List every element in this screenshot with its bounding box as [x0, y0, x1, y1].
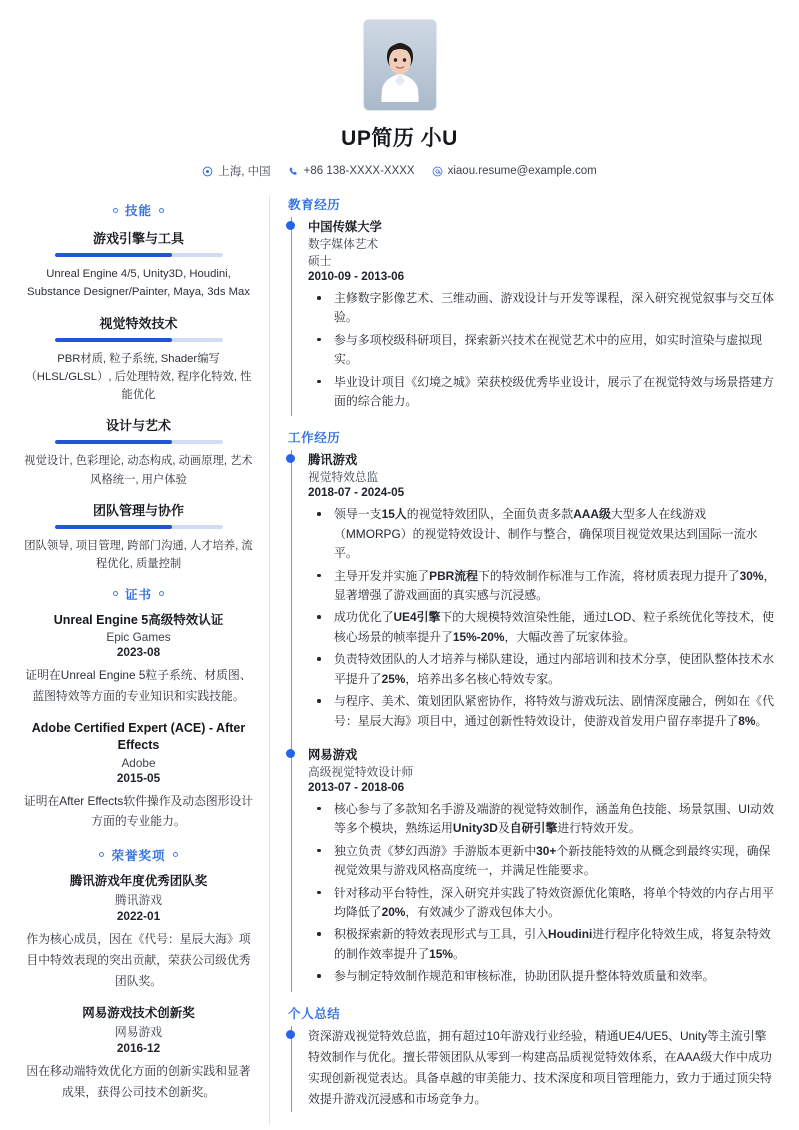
bullet-item: 领导一支15人的视觉特效团队，全面负责多款AAA级大型多人在线游戏（MMORPG）的视觉特效设计、制作与整合，确保项目视觉效果达到国际一流水平。 — [308, 505, 777, 563]
avatar — [364, 20, 436, 110]
skill-level-bar — [55, 440, 223, 444]
portrait-photo-icon — [364, 20, 436, 110]
entry-title: Adobe Certified Expert (ACE) - After Effects — [31, 721, 246, 753]
contact-email-text: xiaou.resume@example.com — [447, 165, 597, 177]
entry-description: 作为核心成员，因在《代号：星辰大海》项目中特效表现的突出贡献，荣获公司级优秀团队奖。 — [26, 932, 251, 988]
bullet-item: 参与制定特效制作规范和审核标准，协助团队提升整体特效质量和效率。 — [308, 967, 777, 986]
contact-phone-text: +86 138-XXXX-XXXX — [303, 165, 415, 177]
skill-description: 视觉设计, 色彩理论, 动态构成, 动画原理, 艺术风格统一, 用户体验 — [24, 455, 253, 486]
major: 数字媒体艺术 — [308, 238, 379, 251]
summary-item — [308, 1026, 777, 1113]
skill-name: 团队管理与协作 — [92, 503, 184, 519]
bullet-item: 主导开发并实施了PBR流程下的特效制作标准与工作流，将材质表现力提升了30%，显著增强了游戏画面的真实感与沉浸感。 — [308, 567, 777, 606]
section-education — [288, 195, 777, 416]
page-title: UP简历 小U — [341, 127, 458, 150]
ring-left-icon — [113, 591, 118, 596]
skill-level-fill — [55, 525, 173, 529]
bullet-list — [308, 800, 777, 987]
bullet-item: 参与多项校级科研项目，探索新兴技术在视觉艺术中的应用，如实时渲染与虚拟现实。 — [308, 331, 777, 370]
skill-description: Unreal Engine 4/5, Unity3D, Houdini, Substance Designer/Painter, Maya, 3ds Max — [27, 268, 250, 299]
section-title-education: 教育经历 — [288, 198, 341, 212]
bullet-item: 积极探索新的特效表现形式与工具，引入Houdini进行程序化特效生成，将复杂特效的制作效率提升了15%。 — [308, 925, 777, 964]
skill-block — [22, 415, 255, 489]
timeline-dot-icon — [286, 454, 295, 463]
bullet-item: 毕业设计项目《幻境之城》荣获校级优秀毕业设计，展示了在视觉特效与场景搭建方面的综合能力。 — [308, 373, 777, 412]
ring-right-icon — [173, 852, 178, 857]
skill-level-fill — [55, 440, 173, 444]
skills-list — [22, 228, 255, 574]
skill-level-fill — [55, 338, 173, 342]
section-title-awards — [22, 846, 255, 864]
summary-text: 资深游戏视觉特效总监，拥有超过10年游戏行业经验，精通UE4/UE5、Unity等主流引擎特效制作与优化。擅长带领团队从零到一构建高品质视觉特效体系，在AAA级大作中成功实现创新视觉表达。具备卓越的审美能力、技术深度和项目管理能力，致力于通过顶尖特效提升游戏沉浸感和市场竞争力。 — [308, 1028, 772, 1107]
entry-organization: Adobe — [121, 755, 156, 770]
bullet-item: 针对移动平台特性，深入研究并实践了特效资源优化策略，将单个特效的内存占用平均降低了20%，有效减少了游戏包体大小。 — [308, 884, 777, 923]
job-role: 高级视觉特效设计师 — [308, 765, 414, 779]
entry-date: 2023-08 — [116, 644, 161, 659]
section-title-work: 工作经历 — [288, 431, 341, 446]
ring-left-icon — [99, 852, 104, 857]
timeline-dot-icon — [286, 1030, 295, 1039]
skill-block — [22, 228, 255, 302]
work-item — [308, 745, 777, 992]
bullet-item: 核心参与了多款知名手游及端游的视觉特效制作，涵盖角色技能、场景氛围、UI动效等多个模块，熟练运用Unity3D及自研引擎进行特效开发。 — [308, 800, 777, 839]
contact-email — [432, 165, 597, 177]
contact-phone — [288, 165, 415, 177]
timeline-dot-icon — [286, 221, 295, 230]
award-item — [22, 873, 255, 991]
job-date: 2018-07 - 2024-05 — [308, 486, 405, 500]
main-content — [270, 195, 777, 1124]
resume-header — [22, 16, 777, 179]
education-item — [308, 217, 777, 416]
contact-row — [22, 163, 777, 179]
bullet-item: 负责特效团队的人才培养与梯队建设，通过内部培训和技术分享，使团队整体技术水平提升了25%，培养出多名核心特效专家。 — [308, 650, 777, 689]
work-timeline — [291, 450, 777, 991]
ring-right-icon — [159, 208, 164, 213]
contact-location-text: 上海, 中国 — [218, 166, 271, 178]
entry-date: 2022-01 — [116, 909, 161, 924]
section-work — [288, 428, 777, 991]
section-title-awards-label: 荣誉奖项 — [111, 848, 166, 863]
section-title-certificates-label: 证书 — [124, 587, 152, 602]
award-item — [22, 1005, 255, 1103]
company-name: 网易游戏 — [308, 747, 358, 762]
bullet-list — [308, 505, 777, 730]
certificates-list — [22, 612, 255, 832]
skill-name: 设计与艺术 — [105, 418, 171, 434]
section-title-certificates — [22, 585, 255, 603]
job-date: 2013-07 - 2018-06 — [308, 780, 405, 794]
entry-organization: 腾讯游戏 — [114, 893, 163, 908]
job-role: 视觉特效总监 — [308, 471, 379, 485]
entry-date: 2016-12 — [116, 1041, 161, 1056]
degree: 硕士 — [308, 255, 332, 268]
section-title-skills — [22, 201, 255, 219]
ring-right-icon — [159, 591, 164, 596]
skill-block — [22, 313, 255, 405]
awards-list — [22, 873, 255, 1103]
bullet-item: 主修数字影像艺术、三维动画、游戏设计与开发等课程，深入研究视觉叙事与交互体验。 — [308, 289, 777, 328]
bullet-item: 独立负责《梦幻西游》手游版本更新中30+个新技能特效的从概念到最终实现，确保视觉效果与游戏风格高度统一，并满足性能要求。 — [308, 842, 777, 881]
skill-name: 游戏引擎与工具 — [92, 231, 184, 246]
skill-block — [22, 500, 255, 574]
entry-title: Unreal Engine 5高级特效认证 — [53, 612, 224, 627]
skill-level-bar — [55, 338, 223, 342]
work-item — [308, 450, 777, 744]
section-title-skills-label: 技能 — [124, 204, 152, 218]
skill-level-bar — [55, 525, 223, 529]
at-email-icon — [432, 166, 443, 177]
skill-name: 视觉特效技术 — [99, 315, 178, 331]
section-summary — [288, 1004, 777, 1113]
bullet-list — [308, 289, 777, 411]
certificate-item — [22, 612, 255, 707]
certificate-item — [22, 720, 255, 832]
school-name: 中国传媒大学 — [308, 220, 382, 234]
location-pin-icon — [202, 166, 213, 177]
summary-timeline — [291, 1026, 777, 1113]
bullet-item: 成功优化了UE4引擎下的大规模特效渲染性能，通过LOD、粒子系统优化等技术，使核心场景的帧率提升了15%-20%，大幅改善了玩家体验。 — [308, 608, 777, 647]
entry-date: 2015-05 — [116, 770, 161, 785]
entry-description: 因在移动端特效优化方面的创新实践和显著成果，获得公司技术创新奖。 — [26, 1064, 251, 1100]
ring-left-icon — [113, 208, 118, 213]
phone-icon — [288, 166, 299, 177]
timeline-dot-icon — [286, 749, 295, 758]
section-title-summary: 个人总结 — [288, 1006, 341, 1021]
education-timeline — [291, 217, 777, 416]
skill-level-bar — [55, 253, 223, 257]
entry-organization: 网易游戏 — [114, 1025, 163, 1040]
contact-location — [202, 163, 270, 179]
entry-description: 证明在After Effects软件操作及动态图形设计方面的专业能力。 — [23, 793, 254, 829]
entry-organization: Epic Games — [106, 629, 171, 644]
education-date: 2010-09 - 2013-06 — [308, 270, 405, 283]
sidebar — [22, 195, 270, 1124]
bullet-item: 与程序、美术、策划团队紧密协作，将特效与游戏玩法、剧情深度融合，例如在《代号：星辰大海》项目中，通过创新性特效设计，使游戏首发用户留存率提升了8%。 — [308, 692, 777, 731]
entry-title: 腾讯游戏年度优秀团队奖 — [69, 873, 208, 888]
skill-description: 团队领导, 项目管理, 跨部门沟通, 人才培养, 流程优化, 质量控制 — [24, 540, 253, 571]
skill-level-fill — [55, 253, 173, 257]
entry-title: 网易游戏技术创新奖 — [82, 1006, 195, 1021]
resume-body — [22, 195, 777, 1124]
skill-description: PBR材质, 粒子系统, Shader编写（HLSL/GLSL）, 后处理特效, 程序化特效, 性能优化 — [25, 352, 252, 402]
company-name: 腾讯游戏 — [308, 453, 358, 468]
entry-description: 证明在Unreal Engine 5粒子系统、材质图、蓝图特效等方面的专业知识和实践技能。 — [25, 667, 252, 703]
